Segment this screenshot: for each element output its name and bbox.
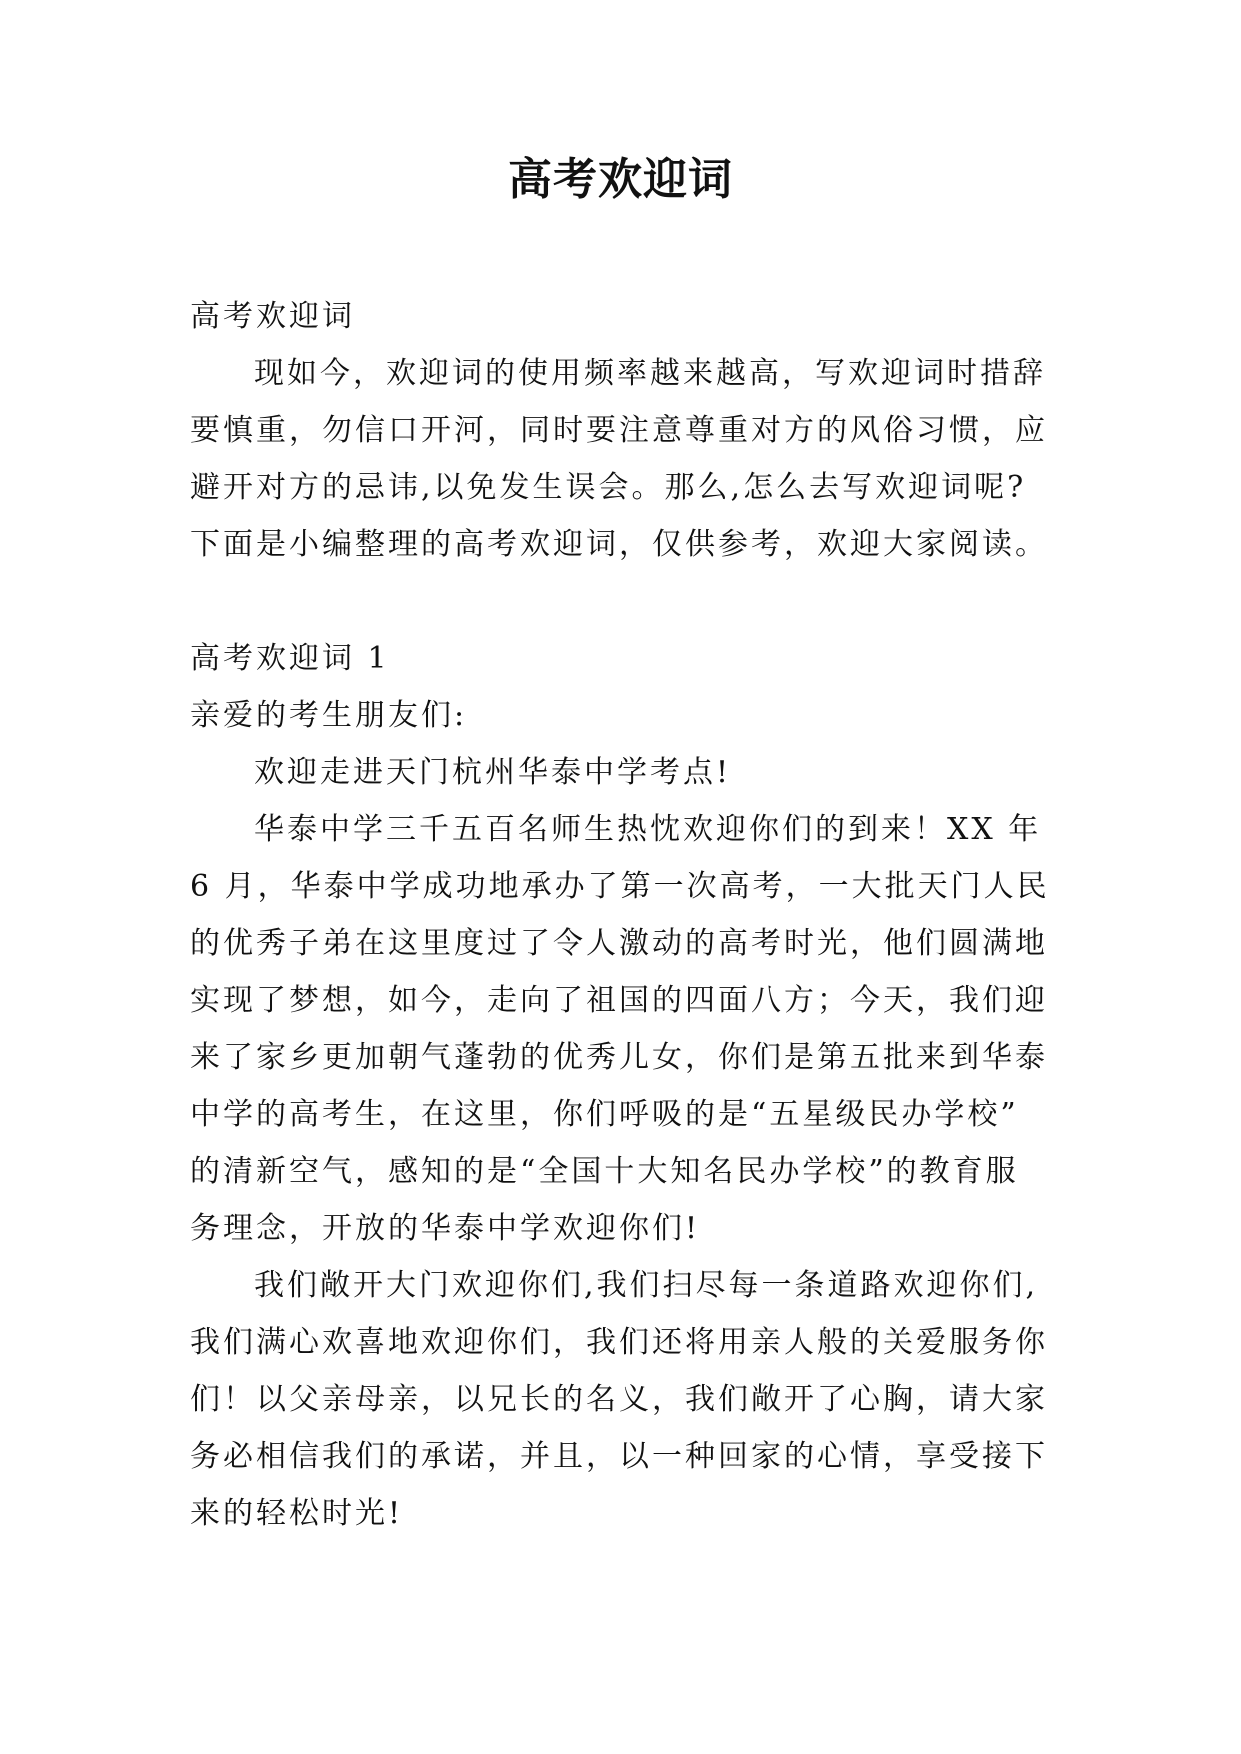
greeting-line: 亲爱的考生朋友们: xyxy=(190,698,468,733)
paragraph-line: 务理念，开放的华泰中学欢迎你们! xyxy=(190,1211,701,1246)
document-title: 高考欢迎词 xyxy=(508,154,733,205)
paragraph-line: 我们满心欢喜地欢迎你们，我们还将用亲人般的关爱服务你 xyxy=(190,1325,1048,1360)
paragraph-line: 我们敞开大门欢迎你们,我们扫尽每一条道路欢迎你们, xyxy=(254,1268,1039,1303)
paragraph-line: 6 月，华泰中学成功地承办了第一次高考，一大批天门人民 xyxy=(190,869,1050,904)
intro-line: 现如今，欢迎词的使用频率越来越高，写欢迎词时措辞 xyxy=(254,356,1046,391)
document-heading: 高考欢迎词 xyxy=(190,299,355,334)
intro-line: 避开对方的忌讳,以免发生误会。那么,怎么去写欢迎词呢? xyxy=(190,470,1027,505)
welcome-line: 欢迎走进天门杭州华泰中学考点! xyxy=(254,755,732,790)
paragraph-line: 务必相信我们的承诺，并且，以一种回家的心情，享受接下 xyxy=(190,1439,1048,1474)
paragraph-line: 华泰中学三千五百名师生热忱欢迎你们的到来！XX 年 xyxy=(254,812,1042,847)
paragraph-line: 的清新空气，感知的是“全国十大知名民办学校”的教育服 xyxy=(190,1154,1019,1189)
paragraph-spacer xyxy=(190,573,1055,630)
paragraph-line: 们！以父亲母亲，以兄长的名义，我们敞开了心胸，请大家 xyxy=(190,1382,1048,1417)
section-heading: 高考欢迎词 1 xyxy=(190,641,390,676)
paragraph-line: 来了家乡更加朝气蓬勃的优秀儿女，你们是第五批来到华泰 xyxy=(190,1040,1048,1075)
paragraph-line: 实现了梦想，如今，走向了祖国的四面八方；今天，我们迎 xyxy=(190,983,1048,1018)
intro-line: 下面是小编整理的高考欢迎词，仅供参考，欢迎大家阅读。 xyxy=(190,527,1048,562)
document-body xyxy=(190,288,1055,1542)
paragraph-line: 中学的高考生，在这里，你们呼吸的是“五星级民办学校” xyxy=(190,1097,1019,1132)
intro-line: 要慎重，勿信口开河，同时要注意尊重对方的风俗习惯，应 xyxy=(190,413,1048,448)
paragraph-line: 的优秀子弟在这里度过了令人激动的高考时光，他们圆满地 xyxy=(190,926,1048,961)
paragraph-line: 来的轻松时光! xyxy=(190,1496,404,1531)
